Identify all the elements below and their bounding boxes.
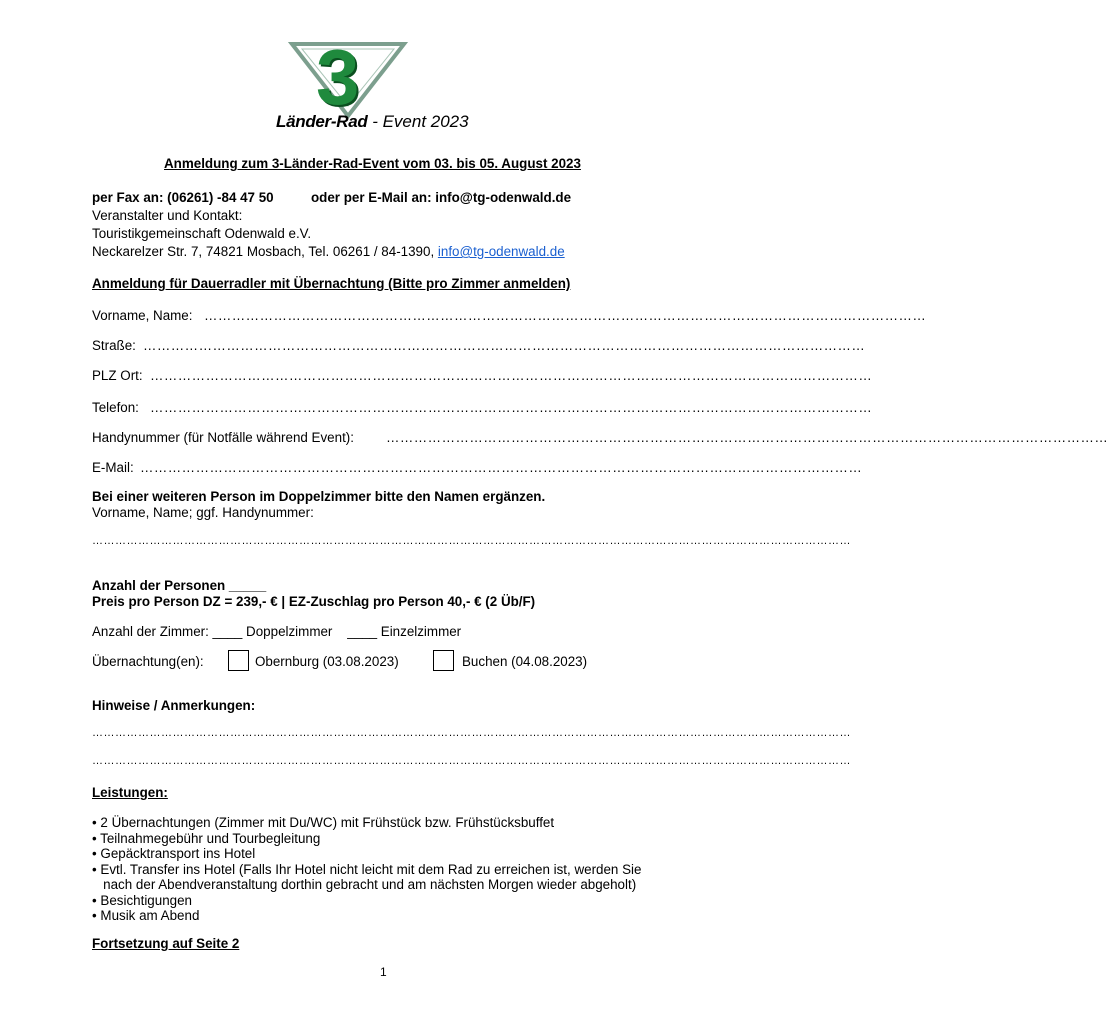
organizer-address: Neckarelzer Str. 7, 74821 Mosbach, Tel. 06261 / 84-1390,	[92, 244, 435, 259]
logo-wordmark: Länder-Rad	[276, 112, 368, 131]
email-line: oder per E-Mail an: info@tg-odenwald.de	[311, 190, 572, 205]
overnight-option-obernburg: Obernburg (03.08.2023)	[255, 654, 399, 669]
fill-line-dots: …………………………………………………………………………………………………………………………………………	[140, 460, 863, 475]
notes-title: Hinweise / Anmerkungen:	[92, 698, 256, 713]
organizer-name: Touristikgemeinschaft Odenwald e.V.	[92, 226, 312, 241]
persons-count[interactable]: Anzahl der Personen _____	[92, 578, 267, 593]
fill-line-dots: …………………………………………………………………………………………………………………………………………	[143, 338, 866, 353]
field-label: Straße:	[92, 338, 136, 353]
rooms-count[interactable]: Anzahl der Zimmer: ____ Doppelzimmer ____ Einzelzimmer	[92, 624, 462, 639]
organizer-label: Veranstalter und Kontakt:	[92, 208, 243, 223]
field-label: Vorname, Name:	[92, 308, 193, 323]
list-item: nach der Abendveranstaltung dorthin gebracht und am nächsten Morgen wieder abgeholt)	[92, 877, 637, 892]
fill-line-dots: …………………………………………………………………………………………………………………………………………	[386, 430, 1108, 445]
field-label: Telefon:	[92, 400, 139, 415]
overnight-label: Übernachtung(en):	[92, 654, 204, 669]
notes-fill-line-1[interactable]: ………………………………………………………………………………………………………………………………………………………………………………	[92, 727, 851, 739]
second-person-fill-line[interactable]: ………………………………………………………………………………………………………………………………………………………………………………	[92, 535, 851, 547]
price-line: Preis pro Person DZ = 239,- € | EZ-Zuschlag pro Person 40,- € (2 Üb/F)	[92, 594, 536, 609]
notes-fill-line-2[interactable]: ………………………………………………………………………………………………………………………………………………………………………………	[92, 755, 851, 767]
overnight-option-buchen: Buchen (04.08.2023)	[462, 654, 588, 669]
form-heading: Anmeldung zum 3-Länder-Rad-Event vom 03. bis 05. August 2023	[164, 156, 581, 171]
list-item: • Besichtigungen	[92, 892, 192, 908]
section-title: Anmeldung für Dauerradler mit Übernachtung (Bitte pro Zimmer anmelden)	[92, 276, 571, 291]
fill-line-dots: …………………………………………………………………………………………………………………………………………	[204, 308, 927, 323]
list-item: • Musik am Abend	[92, 908, 200, 923]
list-item: • 2 Übernachtungen (Zimmer mit Du/WC) mit Frühstück bzw. Frühstücksbuffet	[92, 815, 555, 830]
overnight-checkbox-buchen[interactable]	[433, 650, 454, 671]
fill-line-dots: …………………………………………………………………………………………………………………………………………	[150, 368, 873, 383]
services-title: Leistungen:	[92, 785, 168, 800]
second-person-title: Bei einer weiteren Person im Doppelzimmer bitte den Namen ergänzen.	[92, 489, 546, 504]
list-item: • Teilnahmegebühr und Tourbegleitung	[92, 830, 321, 846]
list-item: • Gepäcktransport ins Hotel	[92, 846, 256, 861]
page-number: 1	[380, 965, 387, 979]
overnight-checkbox-obernburg[interactable]	[228, 650, 249, 671]
continuation-note: Fortsetzung auf Seite 2	[92, 936, 240, 951]
field-label: E-Mail:	[92, 460, 134, 475]
fill-line-dots: …………………………………………………………………………………………………………………………………………	[150, 400, 873, 415]
field-label: PLZ Ort:	[92, 368, 143, 383]
logo-number: 3	[316, 33, 360, 121]
field-label: Handynummer (für Notfälle während Event):	[92, 430, 354, 445]
logo-event-year: - Event 2023	[367, 112, 469, 131]
fax-line: per Fax an: (06261) -84 47 50	[92, 190, 274, 205]
list-item: • Evtl. Transfer ins Hotel (Falls Ihr Hotel nicht leicht mit dem Rad zu erreichen ist, werden Sie	[92, 861, 642, 877]
logo	[276, 33, 500, 140]
second-person-subtitle: Vorname, Name; ggf. Handynummer:	[92, 505, 314, 520]
organizer-email-link[interactable]: info@tg-odenwald.de	[437, 244, 565, 259]
services-list	[92, 815, 641, 924]
